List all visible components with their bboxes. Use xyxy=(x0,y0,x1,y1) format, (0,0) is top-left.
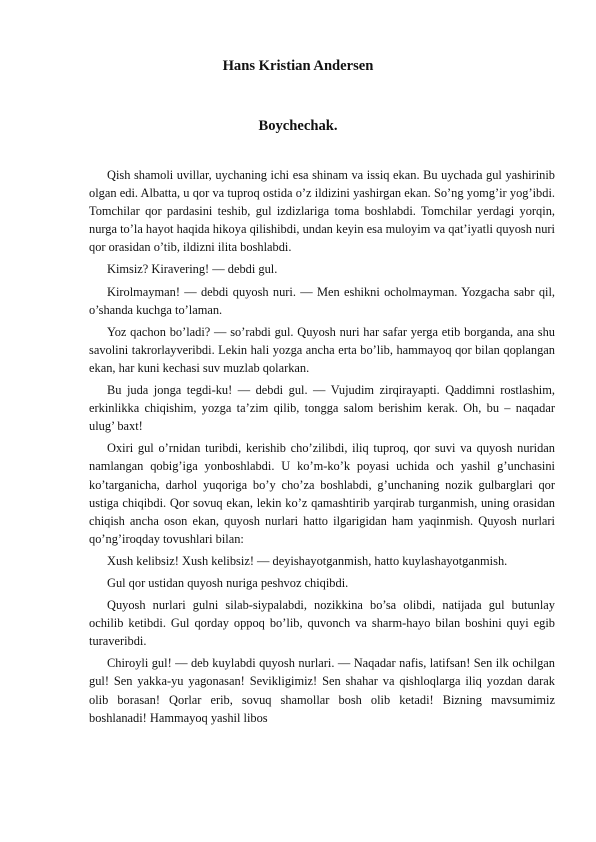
author-heading: Hans Kristian Andersen xyxy=(222,58,374,74)
paragraph: Quyosh nurlari gulni silab-siypalabdi, nozikkina bo’sa olibdi, natijada gul butunlay ochilib ketibdi. Gul qorday oppoq bo’lib, quvonch va sharm-hayo bilan boshini quyi egib turaveribdi. xyxy=(89,598,555,649)
story-body xyxy=(89,166,555,731)
paragraph: Gul qor ustidan quyosh nuriga peshvoz chiqibdi. xyxy=(107,575,349,590)
paragraph: Chiroyli gul! — deb kuylabdi quyosh nurlari. — Naqadar nafis, latifsan! Sen ilk ochilgan gul! Sen yakka-yu yagonasan! Sevikligimiz! Sen shahar va qishloqlarga iliq yozdan darak olib borasan! Qorlar erib, sovuq shamollar bosh olib ketadi! Bizning mavsumimiz boshlanadi! Hammayoq yashil libos xyxy=(89,656,555,725)
paragraph: Qish shamoli uvillar, uychaning ichi esa shinam va issiq ekan. Bu uychada gul yashirinib olgan edi. Albatta, u qor va tuproq ostida o’z ildizini yashirgan ekan. So’ng yomg’ir yog’ibdi. Tomchilar qor pardasini teshib, gul izdizlariga toma boshlabdi. Tomchilar yerdagi yorqin, nurga to’la hayot haqida hikoya qilishibdi, undan keyin esa muloyim va qat’iyatli quyosh nuri qor orasidan o’tib, ildizni ilita boshlabdi. xyxy=(89,168,555,255)
paragraph: Xush kelibsiz! Xush kelibsiz! — deyishayotganmish, hatto kuylashayotganmish. xyxy=(107,553,508,568)
story-title: Boychechak. xyxy=(258,118,338,134)
paragraph: Kirolmayman! — debdi quyosh nuri. — Men eshikni ocholmayman. Yozgacha sabr qil, o’shanda kuchga to’laman. xyxy=(89,284,555,317)
paragraph: Kimsiz? Kiravering! — debdi gul. xyxy=(107,262,278,277)
paragraph: Bu juda jonga tegdi-ku! — debdi gul. — Vujudim zirqirayapti. Qaddimni rostlashim, erkinlikka chiqishim, yozga ta’zim qilib, tongga salom berishim kerak. Oh, bu – naqadar ulug’ baxt! xyxy=(89,383,555,434)
paragraph: Oxiri gul o’rnidan turibdi, kerishib cho’zilibdi, iliq tuproq, qor suvi va quyosh nuridan namlangan qobig’iga yonboshlabdi. U ko’m-ko’k poyasi uchida och yashil g’unchasini ko’targanicha, darhol yuqoriga bo’y cho’za boshlabdi, g’unchaning nozik gulbarglari qor ustiga chiqibdi. Qor sovuq ekan, lekin ko’z qamashtirib yarqirab turganmish, uning orasidan chiqish ancha oson ekan, quyosh nurlari hatto ilgarigidan ham yaqinmish. Quyosh nurlari qo’ng’iroqday tovushlari bilan: xyxy=(89,441,555,546)
paragraph: Yoz qachon bo’ladi? — so’rabdi gul. Quyosh nuri har safar yerga etib borganda, ana shu savolini takrorlayveribdi. Lekin hali yozga ancha erta bo’lib, hammayoq qor bilan qoplangan ekan, har kuni kechasi suv muzlab qolarkan. xyxy=(89,324,555,375)
